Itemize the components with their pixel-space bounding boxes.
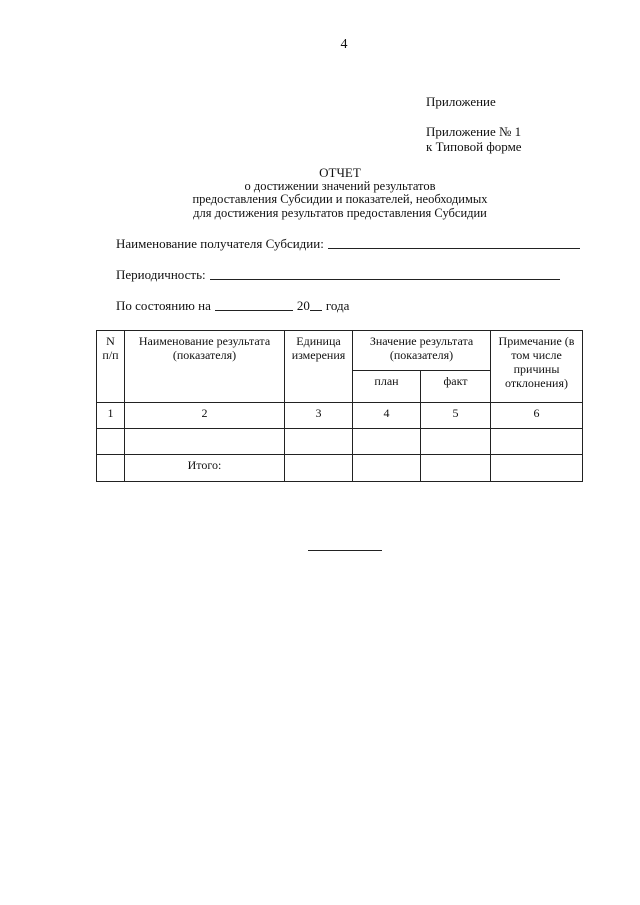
table-column-numbers-row — [97, 403, 583, 429]
table-cell — [125, 429, 285, 455]
table-cell — [491, 455, 583, 482]
report-heading — [160, 166, 520, 220]
recipient-blank-line — [328, 247, 580, 249]
header-fact: факт — [421, 371, 491, 403]
year-prefix: 20 — [296, 298, 310, 313]
header-note — [491, 331, 583, 403]
recipient-field — [116, 236, 580, 252]
table-row — [97, 429, 583, 455]
table-cell — [491, 429, 583, 455]
periodicity-blank-line — [210, 278, 560, 280]
column-number: 5 — [421, 403, 491, 429]
header-note-line2: том числе — [511, 348, 562, 362]
report-subtitle-line2: предоставления Субсидии и показателей, необходимых — [192, 192, 488, 206]
table-cell — [353, 455, 421, 482]
table-cell — [353, 429, 421, 455]
report-subtitle-line1: о достижении значений результатов — [244, 178, 436, 193]
header-num — [97, 331, 125, 403]
appendix-no-line2: к Типовой форме — [426, 139, 522, 154]
appendix-no-line1: Приложение № 1 — [426, 124, 522, 139]
appendix-label — [426, 94, 496, 109]
recipient-label: Наименование получателя Субсидии: — [116, 236, 324, 251]
report-subtitle-line3: для достижения результатов предоставления Субсидии — [193, 205, 487, 220]
document-end-line — [308, 550, 382, 551]
periodicity-field — [116, 267, 560, 283]
as-of-label: По состоянию на — [116, 298, 211, 313]
year-suffix: года — [325, 298, 350, 313]
header-num-line1: N — [106, 334, 115, 348]
table-cell — [285, 455, 353, 482]
header-note-line4: отклонения) — [504, 376, 568, 390]
as-of-field — [116, 298, 349, 314]
table-cell — [97, 429, 125, 455]
header-note-line1: Примечание (в — [498, 334, 575, 348]
table-cell — [285, 429, 353, 455]
column-number: 4 — [353, 403, 421, 429]
header-name-line2: (показателя) — [172, 348, 237, 362]
header-value-line2: (показателя) — [389, 348, 454, 362]
header-unit-line2: измерения — [291, 348, 346, 362]
header-plan: план — [353, 371, 421, 403]
table-cell — [97, 455, 125, 482]
report-title: ОТЧЕТ — [319, 165, 361, 180]
header-value — [353, 331, 491, 371]
total-label: Итого: — [125, 455, 285, 482]
column-number: 2 — [125, 403, 285, 429]
header-unit — [285, 331, 353, 403]
column-number: 6 — [491, 403, 583, 429]
header-unit-line1: Единица — [296, 334, 341, 348]
appendix-reference — [426, 124, 522, 154]
column-number: 3 — [285, 403, 353, 429]
table-cell — [421, 429, 491, 455]
header-note-line3: причины — [513, 362, 560, 376]
appendix-text: Приложение — [426, 94, 496, 109]
header-result-name — [125, 331, 285, 403]
header-name-line1: Наименование результата — [138, 334, 271, 348]
periodicity-label: Периодичность: — [116, 267, 206, 282]
header-num-line2: п/п — [102, 348, 119, 362]
year-blank-line — [310, 309, 322, 311]
report-table — [96, 330, 583, 482]
column-number: 1 — [97, 403, 125, 429]
table-total-row — [97, 455, 583, 482]
header-value-line1: Значение результата — [369, 334, 474, 348]
page-number — [0, 37, 640, 53]
table-cell — [421, 455, 491, 482]
table-header-row — [97, 331, 583, 371]
date-blank-line — [215, 309, 293, 311]
page-number-text: 4 — [340, 37, 348, 52]
